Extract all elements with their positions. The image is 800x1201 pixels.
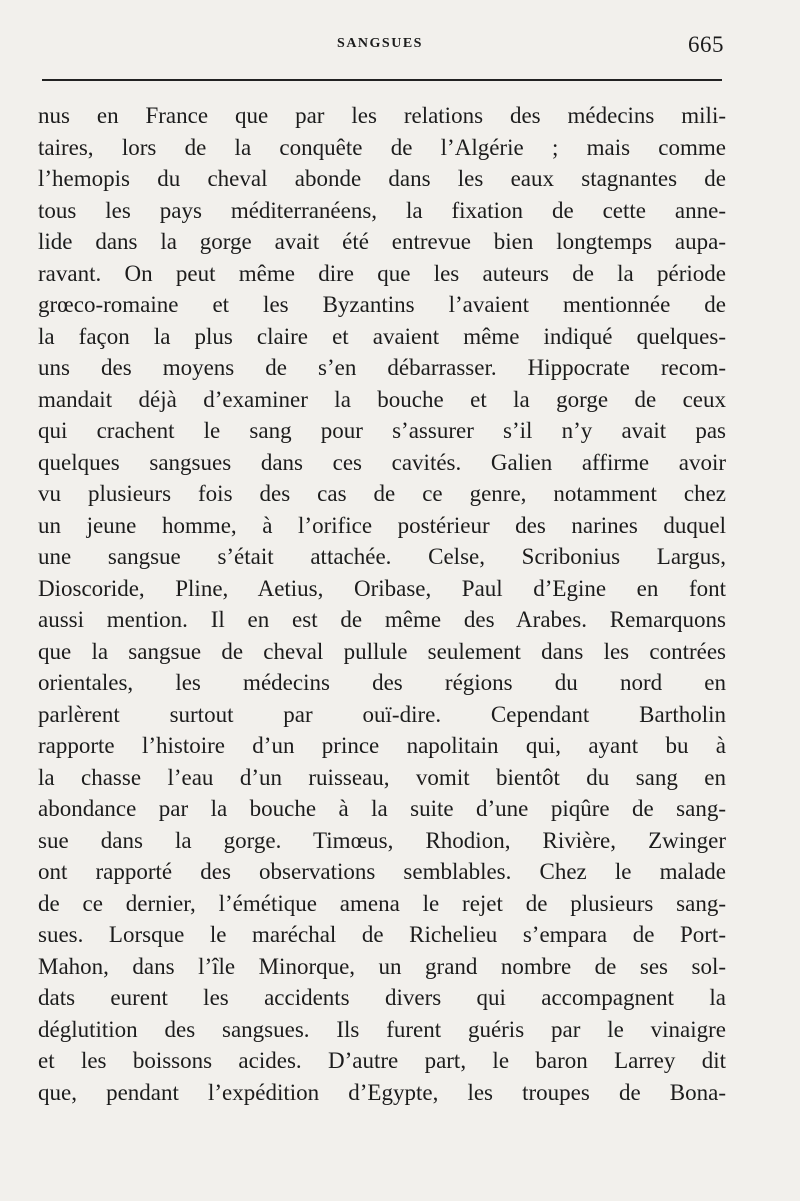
text-line: que, pendant l’expédition d’Egypte, les troupes de Bona- xyxy=(38,1079,726,1105)
text-line: orientales, les médecins des régions du nord en xyxy=(38,670,726,695)
text-line: l’hemopis du cheval abonde dans les eaux stagnantes de xyxy=(38,166,726,191)
text-line: nus en France que par les relations des médecins mili- xyxy=(38,103,726,128)
running-title: SANGSUES xyxy=(337,36,423,51)
text-line: grœco-romaine et les Byzantins l’avaient mentionnée de xyxy=(38,292,726,317)
text-line: mandait déjà d’examiner la bouche et la gorge de ceux xyxy=(38,386,726,412)
text-line: sues. Lorsque le maréchal de Richelieu s’empara de Port- xyxy=(38,922,726,947)
body-text xyxy=(38,100,726,1108)
text-line: la chasse l’eau d’un ruisseau, vomit bientôt du sang en xyxy=(38,764,726,790)
header-rule xyxy=(42,79,722,81)
text-line: qui crachent le sang pour s’assurer s’il n’y avait pas xyxy=(38,418,726,443)
text-line: Mahon, dans l’île Minorque, un grand nombre de ses sol- xyxy=(38,953,726,979)
text-line: et les boissons acides. D’autre part, le baron Larrey dit xyxy=(38,1048,726,1073)
text-line: lide dans la gorge avait été entrevue bien longtemps aupa- xyxy=(38,229,726,254)
text-line: déglutition des sangsues. Ils furent guéris par le vinaigre xyxy=(38,1016,726,1042)
text-line: une sangsue s’était attachée. Celse, Scribonius Largus, xyxy=(38,544,726,569)
text-line: dats eurent les accidents divers qui accompagnent la xyxy=(38,985,726,1010)
text-line: la façon la plus claire et avaient même indiqué quelques- xyxy=(38,323,726,349)
text-line: Dioscoride, Pline, Aetius, Oribase, Paul d’Egine en font xyxy=(38,575,726,601)
text-line: sue dans la gorge. Timœus, Rhodion, Rivière, Zwinger xyxy=(38,827,726,853)
text-line: uns des moyens de s’en débarrasser. Hippocrate recom- xyxy=(38,355,726,380)
page-number: 665 xyxy=(688,32,724,57)
text-line: vu plusieurs fois des cas de ce genre, notamment chez xyxy=(38,481,726,506)
running-head xyxy=(0,32,800,62)
text-line: taires, lors de la conquête de l’Algérie ; mais comme xyxy=(38,134,726,160)
text-line: de ce dernier, l’émétique amena le rejet de plusieurs sang- xyxy=(38,890,726,916)
text-line: ont rapporté des observations semblables. Chez le malade xyxy=(38,859,726,884)
text-line: quelques sangsues dans ces cavités. Galien affirme avoir xyxy=(38,449,726,475)
text-line: que la sangsue de cheval pullule seulement dans les contrées xyxy=(38,638,726,664)
text-line: tous les pays méditerranéens, la fixation de cette anne- xyxy=(38,197,726,223)
text-line: parlèrent surtout par ouï-dire. Cependant Bartholin xyxy=(38,701,726,727)
text-line: ravant. On peut même dire que les auteurs de la période xyxy=(38,260,726,286)
text-line: un jeune homme, à l’orifice postérieur des narines duquel xyxy=(38,512,726,538)
text-line: abondance par la bouche à la suite d’une piqûre de sang- xyxy=(38,796,726,821)
text-line: rapporte l’histoire d’un prince napolitain qui, ayant bu à xyxy=(38,733,726,758)
text-line: aussi mention. Il en est de même des Arabes. Remarquons xyxy=(38,607,726,632)
